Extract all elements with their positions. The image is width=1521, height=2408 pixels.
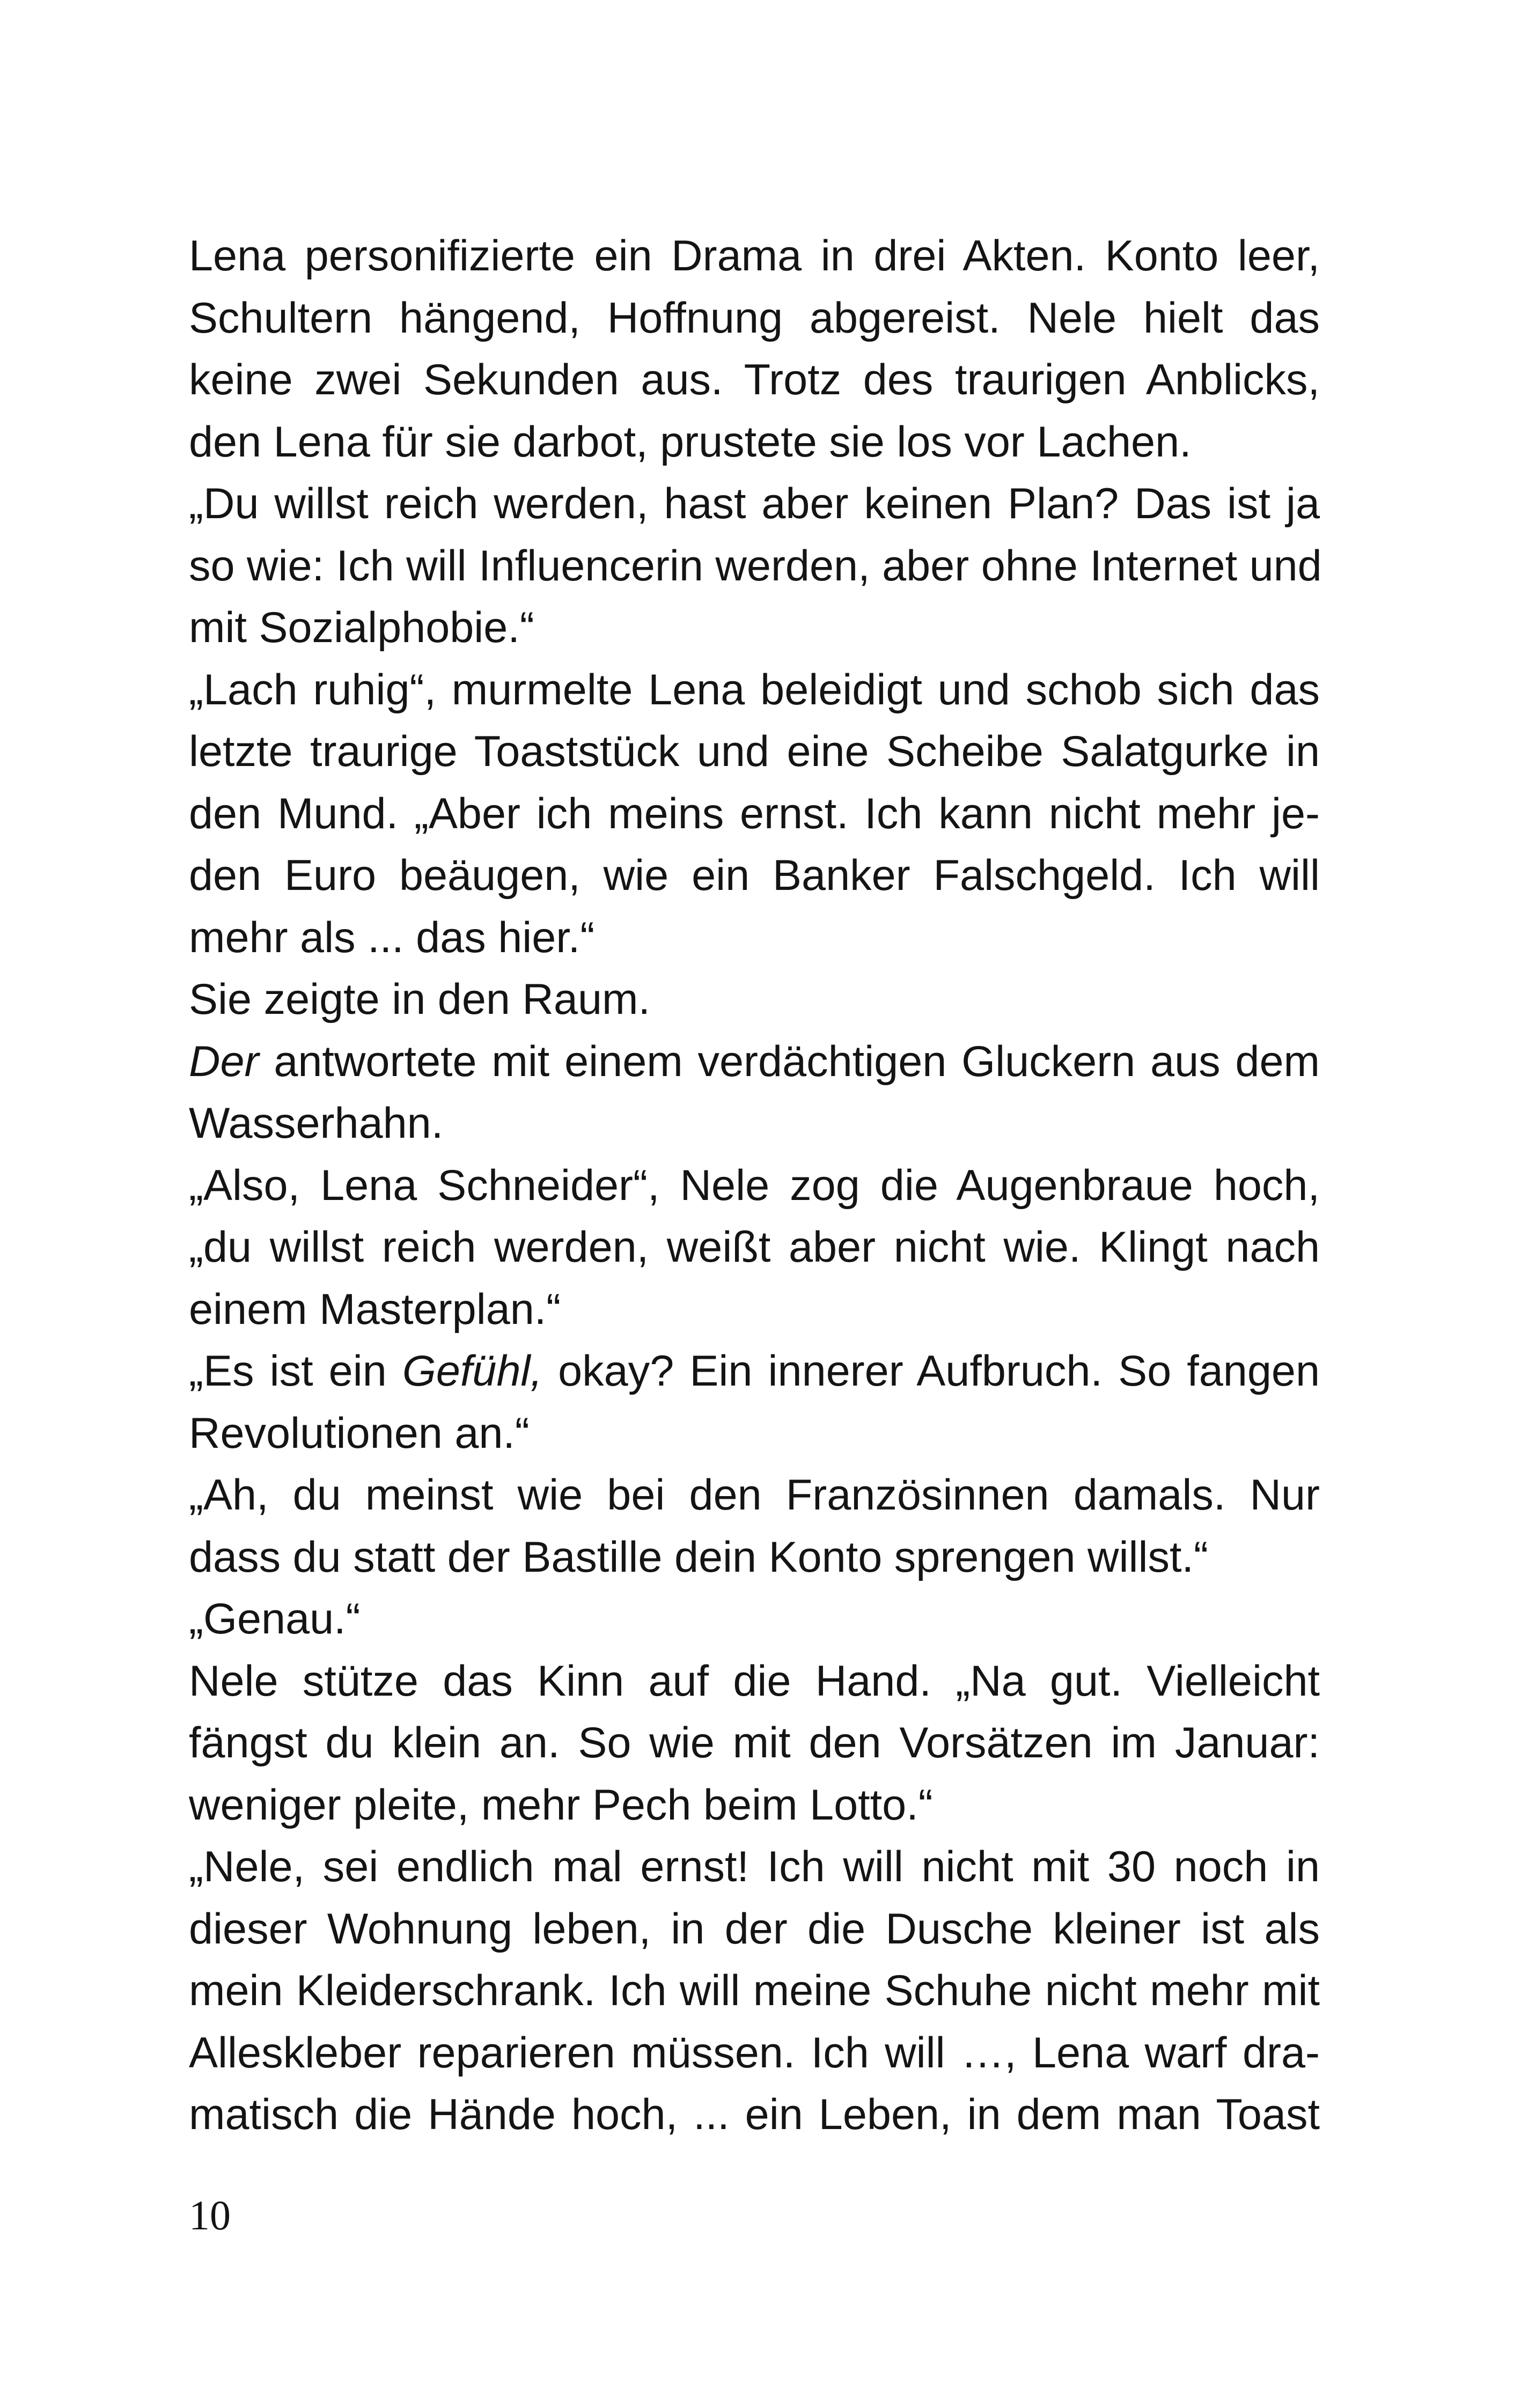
- text-line: [189, 225, 1320, 288]
- text-run: keine zwei Sekunden aus. Trotz des traurigen Anblicks,: [189, 356, 1320, 404]
- text-run: „Ah, du meinst wie bei den Französinnen damals. Nur: [189, 1471, 1320, 1519]
- text-run: weniger pleite, mehr Pech beim Lotto.“: [189, 1780, 933, 1829]
- text-line: [189, 1588, 1320, 1651]
- text-line: [189, 1464, 1320, 1527]
- text-run: matisch die Hände hoch, ... ein Leben, in dem man Toast: [189, 2090, 1320, 2139]
- text-run: einem Masterplan.“: [189, 1285, 561, 1334]
- text-line: [189, 783, 1320, 845]
- text-run: mit Sozialphobie.“: [189, 603, 534, 652]
- text-run: „du willst reich werden, weißt aber nicht wie. Klingt nach: [189, 1223, 1320, 1271]
- text-run: dieser Wohnung leben, in der die Dusche kleiner ist als: [189, 1904, 1320, 1953]
- text-run: mein Kleiderschrank. Ich will meine Schuhe nicht mehr mit: [189, 1967, 1320, 2015]
- text-run: Lena personifizierte ein Drama in drei Akten. Konto leer,: [189, 232, 1320, 280]
- text-line: [189, 1836, 1320, 1898]
- text-line: [189, 1341, 1320, 1403]
- text-run: fängst du klein an. So wie mit den Vorsätzen im Januar:: [189, 1719, 1320, 1767]
- text-line: [189, 1031, 1320, 1093]
- text-line: [189, 1651, 1320, 1713]
- text-run: Alleskleber reparieren müssen. Ich will …, Lena warf dra-: [189, 2028, 1320, 2077]
- text-line: [189, 1774, 1320, 1837]
- text-line: [189, 2022, 1320, 2085]
- text-run: „Genau.“: [189, 1595, 361, 1643]
- text-run: Sie zeigte in den Raum.: [189, 975, 650, 1023]
- text-line: [189, 1960, 1320, 2022]
- text-run: Revolutionen an.“: [189, 1409, 530, 1457]
- text-line: [189, 907, 1320, 969]
- text-line: [189, 535, 1320, 598]
- text-line: [189, 845, 1320, 907]
- italic-text: Der: [189, 1037, 259, 1086]
- italic-text: Gefühl,: [402, 1347, 543, 1395]
- text-line: [189, 969, 1320, 1031]
- text-run: so wie: Ich will Influencerin werden, aber ohne Internet und: [189, 541, 1322, 590]
- text-run: Wasserhahn.: [189, 1099, 444, 1147]
- text-run: dass du statt der Bastille dein Konto sprengen willst.“: [189, 1533, 1209, 1581]
- text-run: den Lena für sie darbot, prustete sie los vor Lachen.: [189, 417, 1192, 466]
- text-run: okay? Ein innerer Aufbruch. So fangen: [542, 1347, 1320, 1395]
- text-run: „Nele, sei endlich mal ernst! Ich will nicht mit 30 noch in: [189, 1843, 1320, 1891]
- page-number: 10: [189, 2192, 231, 2238]
- text-line: [189, 473, 1320, 535]
- text-run: „Es ist ein: [189, 1347, 402, 1395]
- text-run: antwortete mit einem verdächtigen Gluckern aus dem: [259, 1037, 1320, 1086]
- text-line: [189, 659, 1320, 721]
- text-run: Nele stütze das Kinn auf die Hand. „Na gut. Vielleicht: [189, 1656, 1320, 1705]
- text-line: [189, 411, 1320, 474]
- text-line: [189, 1403, 1320, 1465]
- text-line: [189, 2084, 1320, 2146]
- text-line: [189, 288, 1320, 350]
- text-line: [189, 349, 1320, 411]
- text-line: [189, 1279, 1320, 1341]
- text-line: [189, 721, 1320, 783]
- text-line: [189, 1898, 1320, 1961]
- text-line: [189, 1155, 1320, 1217]
- text-run: „Lach ruhig“, murmelte Lena beleidigt und schob sich das: [189, 665, 1320, 714]
- text-line: [189, 1712, 1320, 1774]
- text-run: mehr als ... das hier.“: [189, 913, 595, 962]
- text-line: [189, 1093, 1320, 1155]
- text-run: Schultern hängend, Hoffnung abgereist. Nele hielt das: [189, 293, 1320, 342]
- text-run: „Also, Lena Schneider“, Nele zog die Augenbraue hoch,: [189, 1161, 1320, 1210]
- text-run: „Du willst reich werden, hast aber keinen Plan? Das ist ja: [189, 480, 1320, 528]
- text-line: [189, 1527, 1320, 1589]
- text-run: den Euro beäugen, wie ein Banker Falschgeld. Ich will: [189, 851, 1320, 900]
- text-run: den Mund. „Aber ich meins ernst. Ich kann nicht mehr je-: [189, 789, 1320, 838]
- text-line: [189, 1217, 1320, 1279]
- body-text: [189, 225, 1320, 2146]
- text-line: [189, 597, 1320, 659]
- text-run: letzte traurige Toaststück und eine Scheibe Salatgurke in: [189, 727, 1320, 776]
